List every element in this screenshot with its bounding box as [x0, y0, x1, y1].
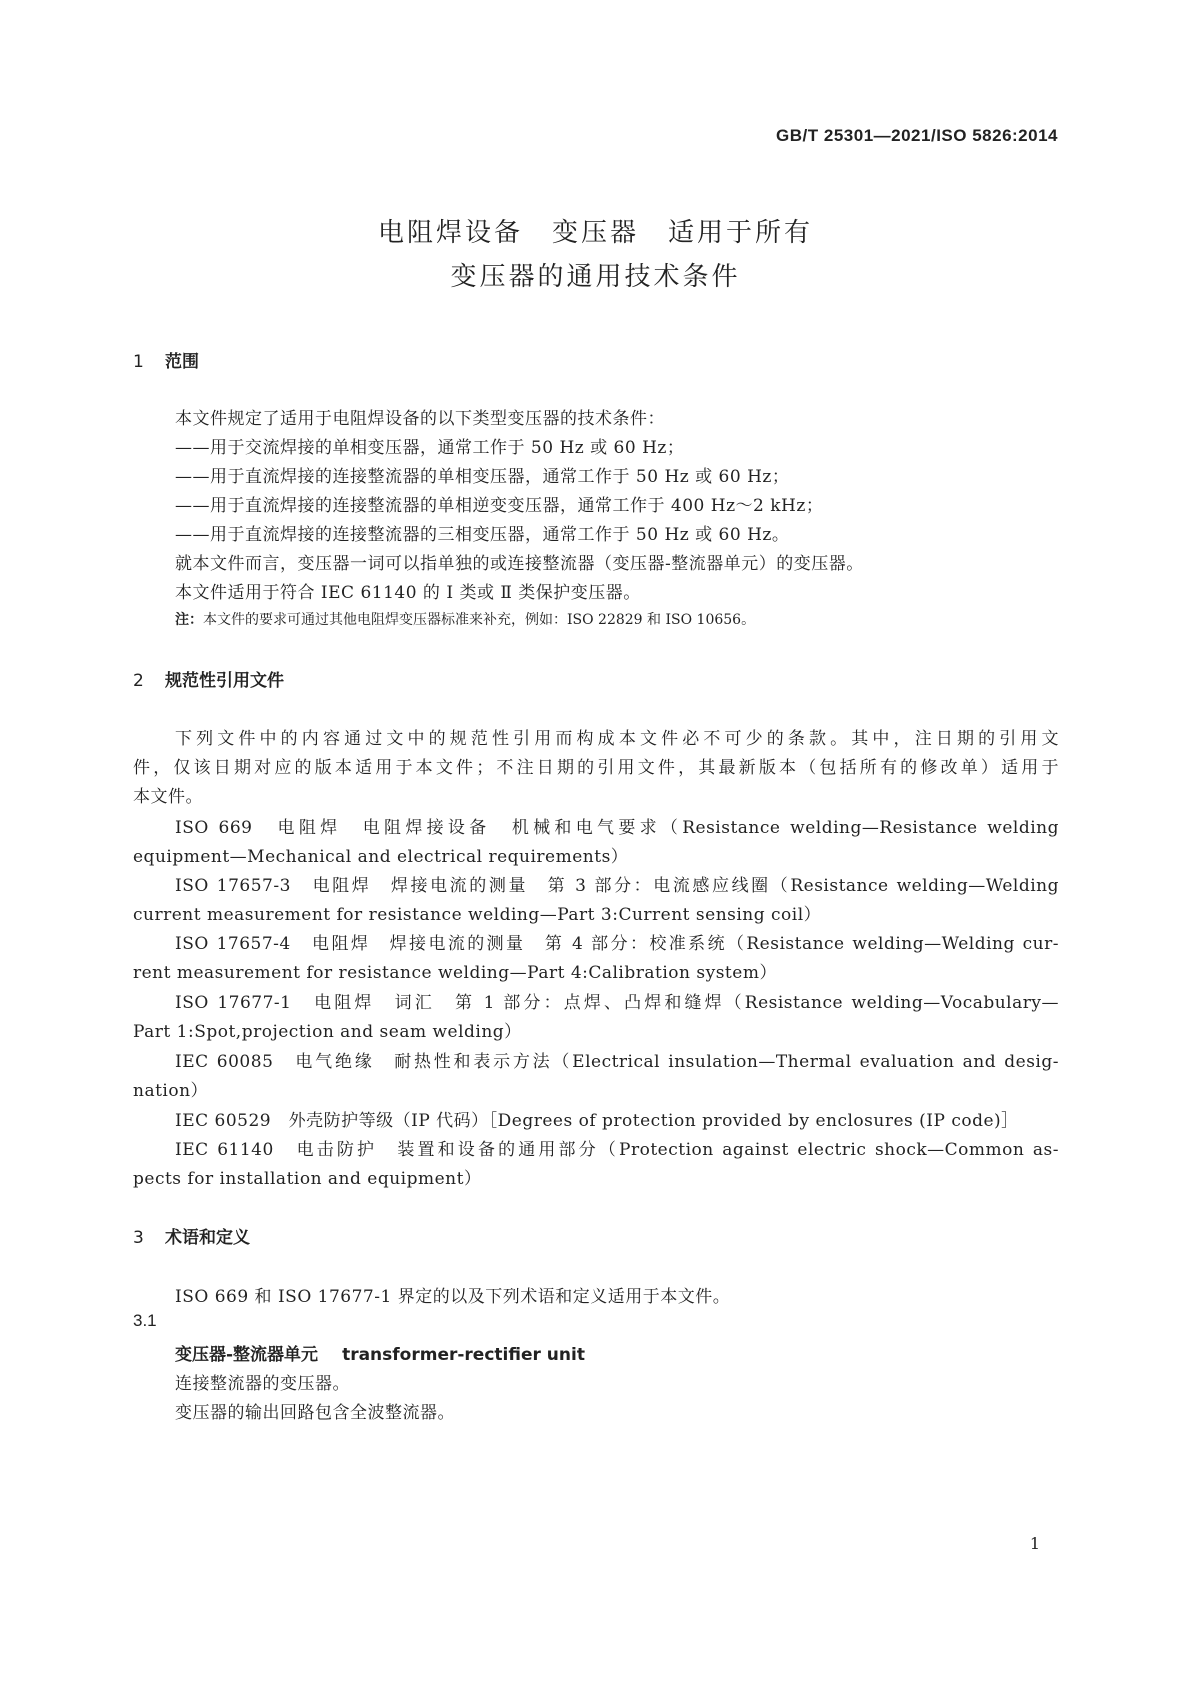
term-chinese: 变压器-整流器单元	[175, 1345, 319, 1365]
reference-item-cont: equipment—Mechanical and electrical requirements）	[133, 847, 629, 867]
document-title-line-1: 电阻焊设备 变压器 适用于所有	[377, 218, 813, 248]
reference-item: ISO 17657-4 电阻焊 焊接电流的测量 第 4 部分：校准系统（Resistance welding—Welding cur-	[175, 934, 1059, 954]
reference-item: IEC 60085 电气绝缘 耐热性和表示方法（Electrical insulation—Thermal evaluation and desig-	[175, 1052, 1059, 1072]
section-2-heading	[133, 666, 284, 691]
section-title: 规范性引用文件	[165, 671, 284, 691]
reference-item-cont: Part 1:Spot,projection and seam welding）	[133, 1022, 522, 1042]
scope-paragraph: 本文件适用于符合 IEC 61140 的 Ⅰ 类或 Ⅱ 类保护变压器。	[175, 583, 641, 603]
scope-item: ——用于直流焊接的连接整流器的单相变压器，通常工作于 50 Hz 或 60 Hz；	[175, 467, 790, 487]
scope-paragraph: 就本文件而言，变压器一词可以指单独的或连接整流器（变压器-整流器单元）的变压器。	[175, 554, 864, 574]
section-title: 术语和定义	[165, 1228, 250, 1248]
note-text: 本文件的要求可通过其他电阻焊变压器标准来补充，例如：ISO 22829 和 ISO 10656。	[203, 612, 756, 628]
document-title-line-2: 变压器的通用技术条件	[450, 262, 741, 292]
scope-item: ——用于直流焊接的连接整流器的三相变压器，通常工作于 50 Hz 或 60 Hz。	[175, 525, 790, 545]
reference-item: IEC 61140 电击防护 装置和设备的通用部分（Protection against electric shock—Common as-	[175, 1140, 1059, 1160]
section-title: 范围	[165, 352, 199, 372]
section-number: 3	[133, 1228, 144, 1248]
references-intro-line: 下列文件中的内容通过文中的规范性引用而构成本文件必不可少的条款。其中，注日期的引用文	[175, 729, 1059, 749]
scope-intro: 本文件规定了适用于电阻焊设备的以下类型变压器的技术条件：	[175, 409, 665, 429]
references-intro-line: 件，仅该日期对应的版本适用于本文件；不注日期的引用文件，其最新版本（包括所有的修改单）适用于	[133, 758, 1059, 778]
section-1-heading	[133, 347, 199, 372]
reference-item-cont: pects for installation and equipment）	[133, 1169, 482, 1189]
page-number: 1	[1029, 1534, 1040, 1553]
reference-item: ISO 17657-3 电阻焊 焊接电流的测量 第 3 部分：电流感应线圈（Resistance welding—Welding	[175, 876, 1059, 896]
term-note: 变压器的输出回路包含全波整流器。	[175, 1403, 455, 1423]
scope-note	[175, 609, 755, 629]
term-english: transformer-rectifier unit	[342, 1345, 585, 1365]
term-number: 3.1	[133, 1311, 157, 1330]
section-number: 1	[133, 352, 144, 372]
scope-item: ——用于交流焊接的单相变压器，通常工作于 50 Hz 或 60 Hz；	[175, 438, 685, 458]
section-number: 2	[133, 671, 144, 691]
term-definition: 连接整流器的变压器。	[175, 1374, 350, 1394]
term-heading	[175, 1340, 585, 1365]
scope-item: ——用于直流焊接的连接整流器的单相逆变变压器，通常工作于 400 Hz～2 kHz；	[175, 496, 824, 516]
reference-item-cont: rent measurement for resistance welding—Part 4:Calibration system）	[133, 963, 777, 983]
reference-item-cont: nation）	[133, 1081, 209, 1101]
terms-intro: ISO 669 和 ISO 17677-1 界定的以及下列术语和定义适用于本文件。	[175, 1287, 731, 1307]
reference-item: ISO 17677-1 电阻焊 词汇 第 1 部分：点焊、凸焊和缝焊（Resistance welding—Vocabulary—	[175, 993, 1059, 1013]
note-label: 注：	[175, 612, 203, 628]
reference-item: ISO 669 电阻焊 电阻焊接设备 机械和电气要求（Resistance welding—Resistance welding	[175, 818, 1059, 838]
reference-item-cont: current measurement for resistance welding—Part 3:Current sensing coil）	[133, 905, 822, 925]
reference-item: IEC 60529 外壳防护等级（IP 代码）［Degrees of protection provided by enclosures (IP code)］	[175, 1111, 1019, 1131]
section-3-heading	[133, 1223, 250, 1248]
document-code: GB/T 25301—2021/ISO 5826:2014	[776, 126, 1058, 145]
references-intro-line: 本文件。	[133, 787, 203, 807]
